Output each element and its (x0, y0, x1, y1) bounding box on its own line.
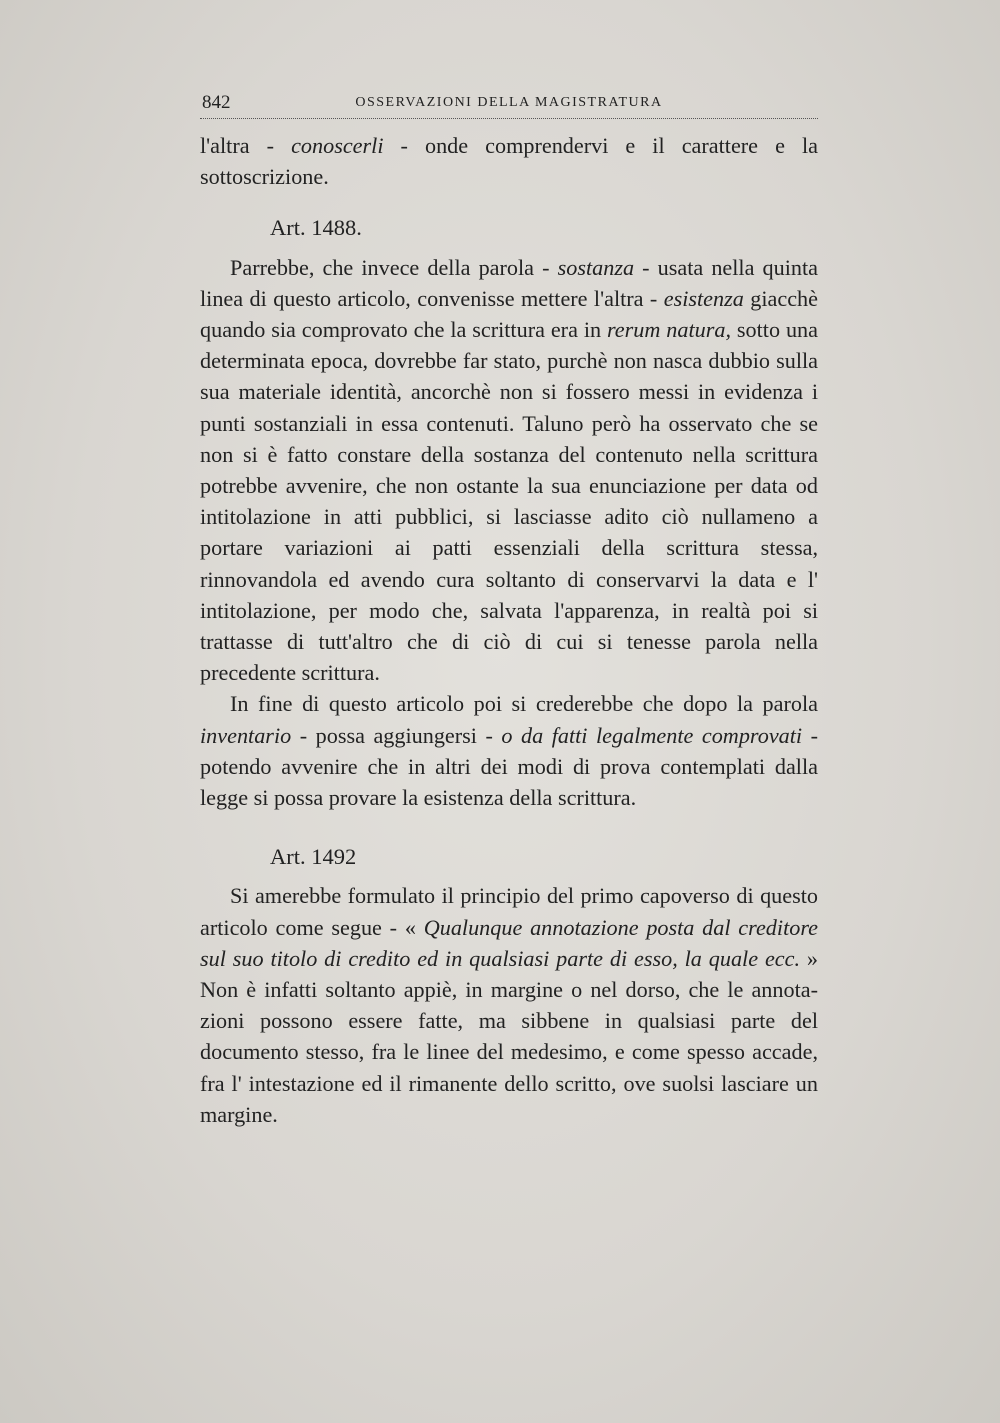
italic-run: Qualunque annotazione posta dal creditore sul suo titolo di credito ed in qualsiasi parte di esso, la quale ecc. (200, 914, 818, 971)
opening-paragraph (200, 130, 818, 192)
text-run: - usata nella quinta linea di questo articolo, convenisse mettere l'altra - (200, 254, 818, 311)
text-run: sotto una determinata epoca, dovrebbe far stato, purchè non nasca dubbio sulla sua materiale identità, ancorchè non si fossero messi in evidenza i punti sostanziali in essa contenuti. Taluno però ha osservato che se non si è fatto constare della sostanza del contenuto nella scrittura potrebbe avvenire, che non ostante la sua enunciazione per data od intitolazione in atti pubblici, si lasciasse adito ciò nullameno a portare variazioni ai patti essenziali della scrittura stessa, rinnovandola ed avendo cura soltanto di conservarvi la data e l' intitolazione, per modo che, salvata l'apparenza, in realtà poi si trattasse di tutt'altro che di ciò di cui si tenesse parola nella precedente scrittura. (200, 317, 819, 686)
text-run: In fine di questo articolo poi si crederebbe che dopo la parola (230, 691, 818, 717)
italic-run: inventario (200, 722, 292, 748)
article-1488-paragraph-2 (200, 688, 818, 813)
text-run: - possa aggiungersi - (291, 722, 502, 748)
text-run: giacchè quando sia comprovato che la scrittura era in (200, 285, 818, 343)
italic-run: conoscerli (291, 133, 384, 158)
text-run: - onde comprendervi e il carattere e la sottoscrizione. (200, 133, 818, 190)
article-heading-1492: Art. 1492 (270, 844, 357, 870)
page-header (200, 92, 818, 119)
text-run: Parrebbe, che invece della parola - (230, 254, 558, 280)
page-number: 842 (202, 92, 231, 113)
italic-run: rerum natura, (606, 317, 732, 343)
italic-run: esistenza (663, 285, 744, 311)
text-run: - potendo avvenire che in altri dei modi di prova contemplati dalla legge si possa provare la esistenza della scrittura. (200, 722, 819, 811)
text-run: » Non è infatti soltanto appiè, in margine o nel dorso, che le annotazioni possono essere fatte, ma sibbene in qualsiasi parte del documento stesso, fra le linee del medesimo, e come spesso accade, fra l' intestazione ed il rimanente dello scritto, ove suolsi lasciare un margine. (200, 945, 818, 1127)
article-1492-paragraph-1 (200, 880, 818, 1130)
text-run: l'altra - (200, 133, 292, 158)
italic-run: sostanza (557, 254, 635, 280)
italic-run: o da fatti legalmente comprovati (501, 722, 803, 748)
running-title: OSSERVAZIONI DELLA MAGISTRATURA (355, 95, 663, 110)
article-1488-paragraph-1 (200, 252, 818, 689)
text-run: Si amerebbe formulato il principio del primo capoverso di questo articolo come segue - « (200, 883, 818, 940)
body-text (200, 130, 818, 1130)
article-heading-1488: Art. 1488. (270, 215, 362, 241)
